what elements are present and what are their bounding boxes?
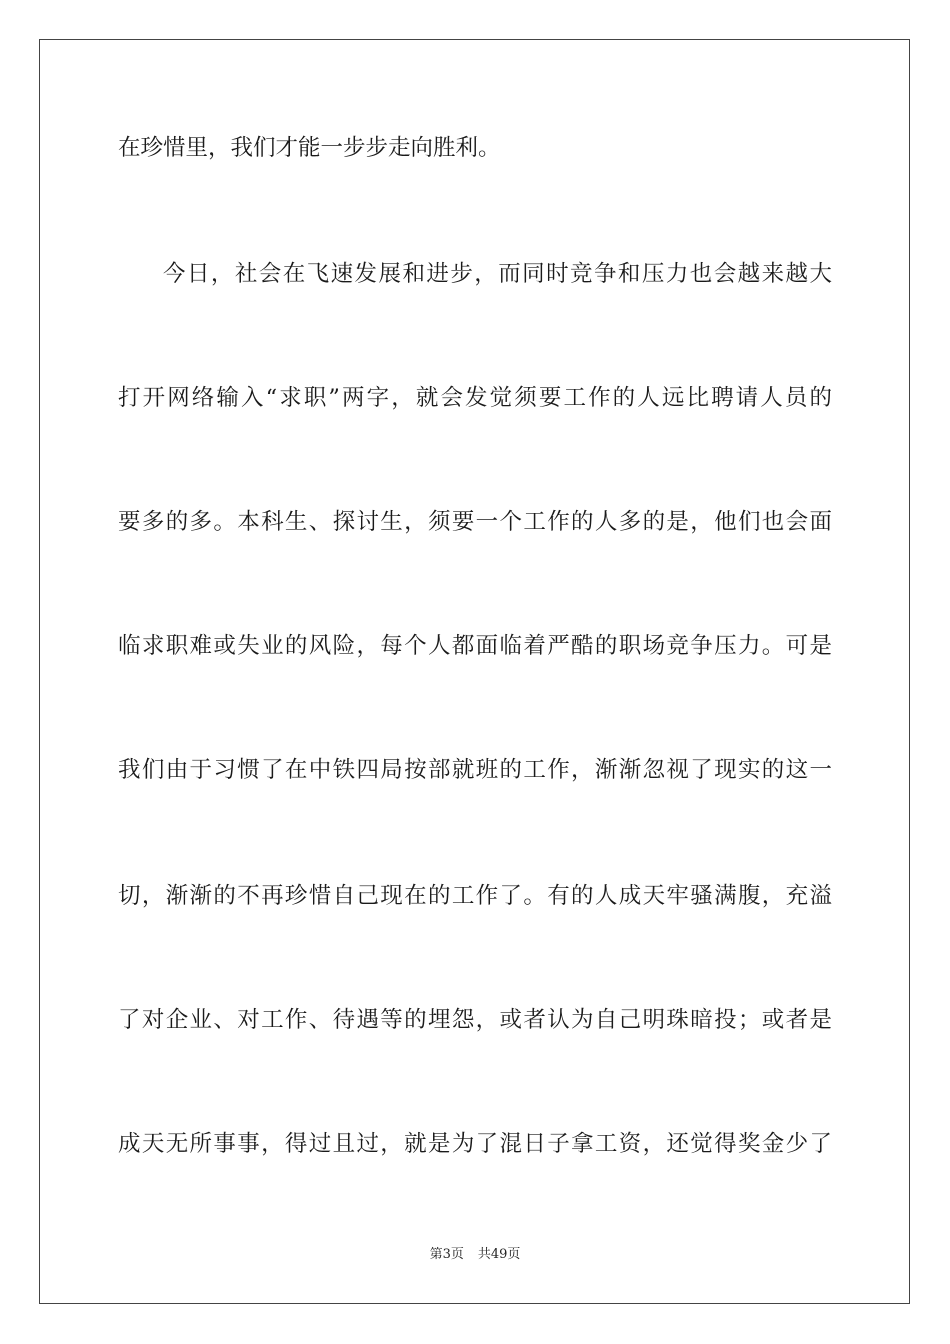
paragraph-line-2: 今日，社会在飞速发展和进步，而同时竞争和压力也会越来越大	[163, 261, 832, 287]
current-page-number: 第3页	[429, 1247, 464, 1262]
paragraph-line-9: 成天无所事事，得过且过，就是为了混日子拿工资，还觉得奖金少了	[118, 1131, 832, 1157]
paragraph-line-5: 临求职难或失业的风险，每个人都面临着严酷的职场竞争压力。可是	[118, 633, 832, 659]
page-border	[39, 39, 910, 1304]
paragraph-line-4: 要多的多。本科生、探讨生，须要一个工作的人多的是，他们也会面	[118, 509, 832, 535]
paragraph-line-8: 了对企业、对工作、待遇等的埋怨，或者认为自己明珠暗投；或者是	[118, 1007, 832, 1033]
page-footer	[0, 1246, 950, 1264]
total-pages: 共49页	[477, 1247, 521, 1262]
paragraph-line-7: 切，渐渐的不再珍惜自己现在的工作了。有的人成天牢骚满腹，充溢	[118, 883, 832, 909]
paragraph-line-3: 打开网络输入“求职”两字，就会发觉须要工作的人远比聘请人员的	[118, 385, 832, 411]
paragraph-line-6: 我们由于习惯了在中铁四局按部就班的工作，渐渐忽视了现实的这一	[118, 757, 832, 783]
paragraph-line-1: 在珍惜里，我们才能一步步走向胜利。	[118, 135, 501, 161]
